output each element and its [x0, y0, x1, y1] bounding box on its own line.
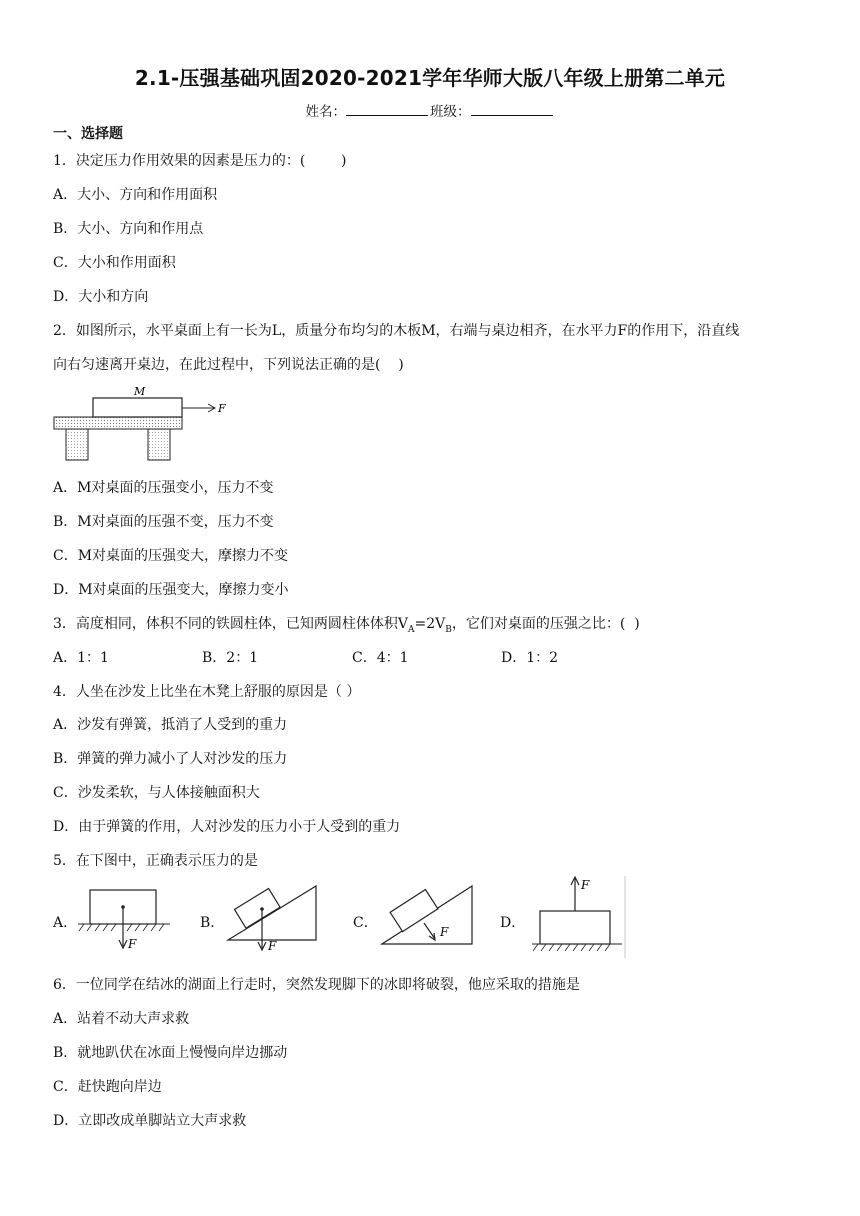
- question-6-stem: 6．一位同学在结冰的湖面上行走时，突然发现脚下的冰即将破裂，他应采取的措施是: [53, 977, 580, 993]
- table-leg-right: [148, 429, 170, 460]
- q5-option-c-letter: C．: [353, 915, 378, 931]
- q5-figure-b: [224, 882, 324, 954]
- q2-option-b: B．M对桌面的压强不变，压力不变: [53, 514, 274, 530]
- subscript-b: B: [445, 624, 452, 635]
- q5-figure-a: [74, 884, 174, 954]
- q6-option-c: C．赶快跑向岸边: [53, 1079, 162, 1095]
- question-2-stem-line1: 2．如图所示，水平桌面上有一长为L，质量分布均匀的木板M，右端与桌边相齐，在水平力F的作用下，沿直线: [53, 323, 740, 339]
- q5-option-a-letter: A．: [53, 915, 78, 931]
- class-blank[interactable]: [471, 103, 553, 116]
- svg-text:F: F: [440, 925, 449, 939]
- q5-figure-c: [378, 882, 478, 954]
- question-5-stem: 5．在下图中，正确表示压力的是: [53, 853, 258, 869]
- q2-table-board-figure: [52, 383, 242, 463]
- q1-option-a: A．大小、方向和作用面积: [53, 187, 218, 203]
- q1-option-c: C．大小和作用面积: [53, 255, 176, 271]
- q3-option-b: B．2：1: [202, 650, 259, 666]
- q5-figure-d: [530, 874, 630, 960]
- table-leg-left: [66, 429, 88, 460]
- q6-option-b: B．就地趴伏在冰面上慢慢向岸边挪动: [53, 1045, 288, 1061]
- svg-text:F: F: [128, 937, 137, 951]
- q3-option-d: D．1：2: [501, 650, 559, 666]
- q5-option-b-letter: B．: [200, 915, 225, 931]
- q3-option-c: C．4：1: [352, 650, 409, 666]
- q1-option-b: B．大小、方向和作用点: [53, 221, 204, 237]
- q6-option-d: D．立即改成单脚站立大声求救: [53, 1113, 247, 1129]
- question-4-stem: 4．人坐在沙发上比坐在木凳上舒服的原因是（ ）: [53, 684, 361, 700]
- student-info-line: [0, 100, 860, 120]
- q1-option-d: D．大小和方向: [53, 289, 149, 305]
- q4-option-a: A．沙发有弹簧，抵消了人受到的重力: [53, 717, 288, 733]
- q4-option-b: B．弹簧的弹力减小了人对沙发的压力: [53, 751, 288, 767]
- q2-option-a: A．M对桌面的压强变小，压力不变: [53, 480, 274, 496]
- q5-option-d-letter: D．: [500, 915, 526, 931]
- q2-option-c: C．M对桌面的压强变大，摩擦力不变: [53, 548, 289, 564]
- class-label: 班级：: [430, 104, 471, 120]
- svg-text:F: F: [581, 878, 590, 892]
- force-f-label: F: [218, 402, 226, 415]
- name-label: 姓名：: [305, 104, 346, 120]
- name-blank[interactable]: [346, 103, 428, 116]
- question-2-stem-line2: 向右匀速离开桌边，在此过程中，下列说法正确的是( ): [53, 357, 404, 373]
- board-m: [93, 398, 182, 417]
- q6-option-a: A．站着不动大声求救: [53, 1011, 190, 1027]
- document-title: 2.1-压强基础巩固2020-2021学年华师大版八年级上册第二单元: [134, 66, 726, 90]
- q4-option-d: D．由于弹簧的作用，人对沙发的压力小于人受到的重力: [53, 819, 401, 835]
- q4-option-c: C．沙发柔软，与人体接触面积大: [53, 785, 260, 801]
- section-heading: 一、选择题: [53, 126, 123, 142]
- tabletop: [54, 417, 182, 429]
- q3-option-a: A．1：1: [53, 650, 109, 666]
- question-1-stem: 1．决定压力作用效果的因素是压力的：( ): [53, 153, 347, 169]
- q2-option-d: D．M对桌面的压强变大，摩擦力变小: [53, 582, 289, 598]
- subscript-a: A: [408, 624, 415, 635]
- board-m-label: M: [134, 385, 146, 398]
- svg-text:F: F: [268, 939, 277, 953]
- question-3-stem: 3．高度相同，体积不同的铁圆柱体，已知两圆柱体体积$V_A=2V_B$，它们对桌面的压强之比：( ): [53, 616, 640, 635]
